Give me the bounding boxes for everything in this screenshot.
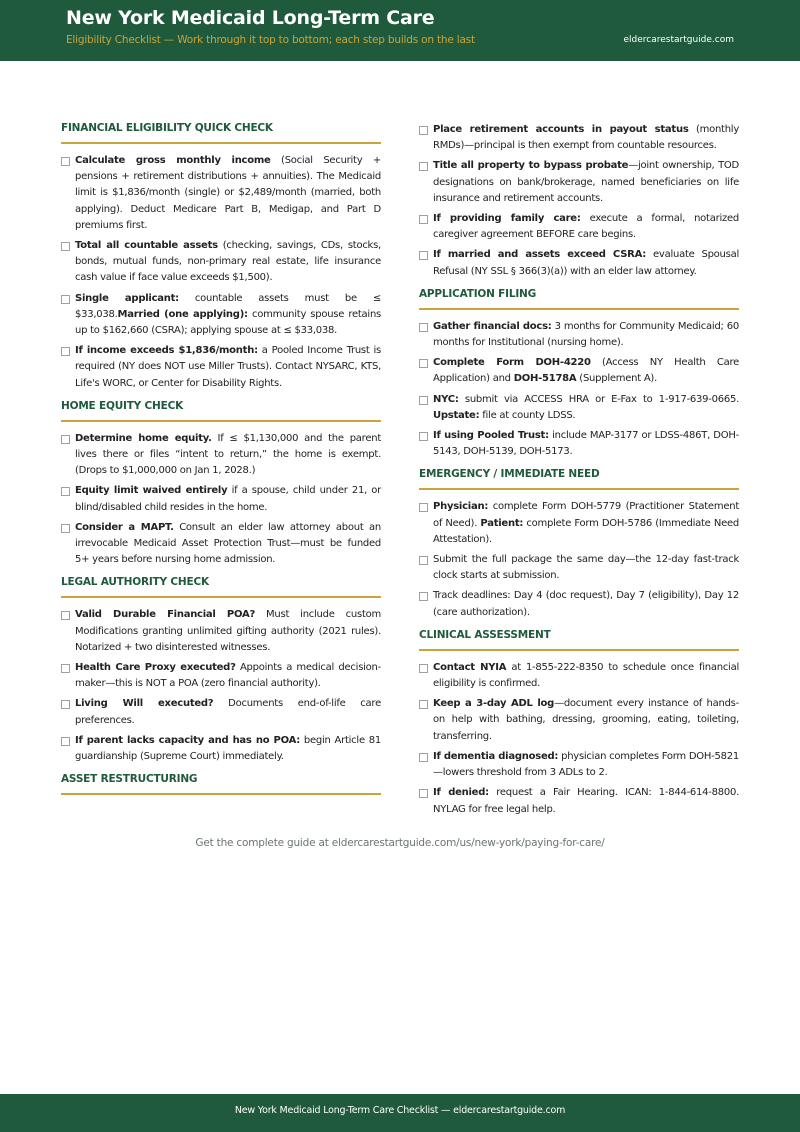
checkbox-icon[interactable] — [419, 753, 428, 762]
checklist-item — [61, 291, 381, 340]
item-lead: If dementia diagnosed: — [433, 750, 559, 762]
item-lead: Title all property to bypass probate — [433, 160, 629, 172]
item-text: evaluate Spousal Refusal (NY SSL § 366(3)(a)) with an elder law attorney. — [433, 249, 740, 277]
checkbox-icon[interactable] — [419, 592, 428, 601]
item-lead: Living Will executed? — [75, 698, 214, 710]
item-text: 3 months for Community Medicaid; 60 months for Institutional (nursing home). — [433, 320, 739, 349]
checklist-item — [419, 499, 739, 548]
footer-guide-link[interactable]: Get the complete guide at eldercarestartguide.com/us/new-york/paying-for-care/ — [195, 837, 605, 849]
section-application-filing — [419, 288, 739, 461]
section-title: ASSET RESTRUCTURING — [61, 773, 381, 795]
footer-bar-text: New York Medicaid Long-Term Care Checklist — eldercarestartguide.com — [234, 1105, 566, 1116]
item-lead: Place retirement accounts in payout status — [433, 124, 689, 135]
right-column — [419, 122, 739, 826]
checklist-item — [61, 660, 381, 692]
item-lead: DOH-5178A — [513, 373, 577, 385]
item-text: a Pooled Income Trust is required (NY does NOT use Miller Trusts). Contact NYSARC, KTS, Life's WORC, or Center for Disability Rights. — [75, 345, 381, 389]
section-emergency-immediate-need — [419, 468, 739, 620]
item-text: Appoints a medical decision-maker—this is NOT a POA (zero financial authority). — [75, 662, 381, 690]
section-asset-restructuring — [419, 122, 739, 280]
section-clinical-assessment — [419, 629, 739, 818]
checklist-item — [61, 343, 381, 392]
checkbox-icon[interactable] — [61, 487, 70, 496]
item-text: at 1-855-222-8350 to schedule once financial eligibility is confirmed. — [433, 661, 739, 690]
item-lead: Determine home equity. — [75, 432, 212, 444]
item-text: execute a formal, notarized caregiver agreement BEFORE care begins. — [433, 213, 739, 241]
checkbox-icon[interactable] — [419, 700, 428, 709]
section-home-equity-check — [61, 400, 381, 569]
checklist-item — [61, 431, 381, 480]
section-title: FINANCIAL ELIGIBILITY QUICK CHECK — [61, 122, 381, 144]
item-lead: Consider a MAPT. — [75, 521, 174, 533]
checkbox-icon[interactable] — [419, 126, 428, 135]
checklist-item — [419, 749, 739, 781]
header-bar — [0, 0, 800, 61]
item-lead: Physician: — [433, 501, 489, 513]
item-lead: If income exceeds $1,836/month: — [75, 345, 258, 357]
item-text: Track deadlines: Day 4 (doc request), Day 7 (eligibility), Day 12 (care authorization). — [433, 590, 739, 618]
item-lead: Equity limit waived entirely — [75, 485, 228, 497]
checklist-item — [419, 428, 739, 460]
checklist-item — [419, 211, 739, 243]
item-text: Must include custom Modifications granting unlimited gifting authority (2021 rules). Notarized + two disinterested witnesses. — [75, 609, 381, 653]
checklist-item — [419, 785, 739, 817]
section-title: LEGAL AUTHORITY CHECK — [61, 576, 381, 598]
page-subtitle: Eligibility Checklist — Work through it top to bottom; each step builds on the last — [66, 34, 475, 46]
checkbox-icon[interactable] — [61, 347, 70, 356]
header-site-link[interactable]: eldercarestartguide.com — [623, 35, 734, 45]
checkbox-icon[interactable] — [61, 295, 70, 304]
checklist-item — [61, 696, 381, 728]
checkbox-icon[interactable] — [419, 323, 428, 332]
checklist-item — [419, 696, 739, 745]
checkbox-icon[interactable] — [419, 396, 428, 405]
item-text: submit via ACCESS HRA or E-Fax to 1-917-639-0665. — [458, 393, 739, 405]
item-lead: Upstate: — [433, 409, 480, 421]
checkbox-icon[interactable] — [419, 556, 428, 565]
footer-bar — [0, 1094, 800, 1132]
item-text: request a Fair Hearing. ICAN: 1-844-614-8800. NYLAG for free legal help. — [433, 787, 740, 815]
item-lead: Single applicant: — [75, 292, 179, 304]
item-lead: Valid Durable Financial POA? — [75, 609, 256, 621]
checkbox-icon[interactable] — [61, 700, 70, 709]
section-financial-eligibility-quick-check — [61, 122, 381, 392]
item-text: community spouse retains up to $162,660 (CSRA); applying spouse at ≤ $33,038. — [75, 308, 381, 337]
checklist-item — [419, 588, 739, 620]
section-title: CLINICAL ASSESSMENT — [419, 629, 739, 651]
item-lead: If married and assets exceed CSRA: — [433, 249, 647, 261]
checklist-item — [61, 238, 381, 287]
item-text: complete Form DOH-5779 (Practitioner Statement of Need). — [433, 501, 739, 529]
checkbox-icon[interactable] — [419, 789, 428, 798]
checklist-item — [61, 153, 381, 234]
section-title: APPLICATION FILING — [419, 288, 739, 310]
item-text: countable assets must be ≤ $33,038. — [75, 292, 381, 320]
checkbox-icon[interactable] — [419, 432, 428, 441]
item-lead: Patient: — [480, 517, 524, 529]
checkbox-icon[interactable] — [419, 359, 428, 368]
checklist-item — [419, 552, 739, 584]
item-lead: Calculate gross monthly income — [75, 155, 271, 166]
checkbox-icon[interactable] — [61, 157, 70, 166]
checkbox-icon[interactable] — [61, 242, 70, 251]
item-text: physician completes Form DOH-5821—lowers threshold from 3 ADLs to 2. — [433, 750, 740, 779]
section-legal-authority-check — [61, 576, 381, 765]
checklist-item — [61, 483, 381, 515]
checkbox-icon[interactable] — [61, 611, 70, 620]
section-title: HOME EQUITY CHECK — [61, 400, 381, 422]
checklist-item — [419, 122, 739, 154]
page-title: New York Medicaid Long-Term Care — [66, 7, 435, 29]
checkbox-icon[interactable] — [419, 215, 428, 224]
item-text: (Access NY Health Care Application) and — [433, 357, 739, 385]
item-text: (Social Security + pensions + retirement distributions + annuities). The Medicaid limit is $1,836/month (single) or $2,489/month (married, both applying). Deduct Medicare Part B, Medigap, and Part D premiums first. — [75, 155, 381, 231]
item-text: begin Article 81 guardianship (Supreme Court) immediately. — [75, 734, 381, 763]
item-lead: If providing family care: — [433, 213, 581, 225]
checklist-item — [61, 733, 381, 765]
item-text: if a spouse, child under 21, or blind/disabled child resides in the home. — [75, 485, 381, 513]
item-text: file at county LDSS. — [479, 409, 576, 421]
item-lead: Contact NYIA — [433, 661, 507, 673]
item-text: Consult an elder law attorney about an irrevocable Medicaid Asset Protection Trust—must be funded 5+ years before nursing home admission. — [75, 521, 381, 566]
checklist-item — [419, 247, 739, 279]
checklist-item — [419, 392, 739, 424]
item-lead: NYC: — [433, 393, 459, 405]
item-lead: If parent lacks capacity and has no POA: — [75, 734, 301, 746]
item-text: (monthly RMDs)—principal is then exempt from countable resources. — [433, 124, 740, 152]
item-text: (checking, savings, CDs, stocks, bonds, mutual funds, non-primary real estate, life insurance cash value if face value exceeds $1,500). — [75, 240, 381, 284]
item-text: include MAP-3177 or LDSS-486T, DOH-5143, DOH-5139, DOH-5173. — [433, 430, 740, 458]
item-text: —joint ownership, TOD designations on bank/brokerage, named beneficiaries on life insurance and retirement accounts. — [433, 160, 739, 204]
checkbox-icon[interactable] — [61, 435, 70, 444]
checkbox-icon[interactable] — [419, 162, 428, 171]
item-lead: If denied: — [433, 787, 489, 799]
checklist-item — [419, 355, 739, 387]
item-text: —document every instance of hands-on help with bathing, dressing, grooming, eating, toileting, transferring. — [433, 698, 739, 742]
item-lead: Total all countable assets — [75, 240, 218, 252]
checklist-item — [419, 319, 739, 351]
checkbox-icon[interactable] — [61, 737, 70, 746]
checklist-item — [419, 660, 739, 692]
item-text: complete Form DOH-5786 (Immediate Need Attestation). — [433, 517, 739, 545]
checkbox-icon[interactable] — [419, 664, 428, 673]
item-lead: Keep a 3-day ADL log — [433, 698, 555, 710]
checkbox-icon[interactable] — [419, 251, 428, 260]
item-lead: Complete Form DOH-4220 — [433, 357, 591, 369]
section-title: EMERGENCY / IMMEDIATE NEED — [419, 468, 739, 490]
item-text: If ≤ $1,130,000 and the parent lives there or files “intent to return,” the home is exempt. (Drops to $1,000,000 on Jan 1, 2028.) — [75, 432, 381, 477]
checklist-item — [61, 520, 381, 569]
item-lead: Health Care Proxy executed? — [75, 662, 236, 674]
item-text: (Supplement A). — [576, 373, 658, 385]
checkbox-icon[interactable] — [419, 503, 428, 512]
checkbox-icon[interactable] — [61, 524, 70, 533]
left-column — [61, 122, 381, 804]
section-asset-restructuring — [61, 773, 381, 795]
checklist-item — [419, 158, 739, 207]
item-text: Submit the full package the same day—the 12-day fast-track clock starts at submission. — [433, 554, 739, 582]
item-lead: Married (one applying): — [117, 308, 248, 320]
item-text: Documents end-of-life care preferences. — [75, 698, 381, 726]
item-lead: Gather financial docs: — [433, 320, 552, 332]
checkbox-icon[interactable] — [61, 664, 70, 673]
item-lead: If using Pooled Trust: — [433, 430, 549, 442]
checklist-item — [61, 607, 381, 656]
